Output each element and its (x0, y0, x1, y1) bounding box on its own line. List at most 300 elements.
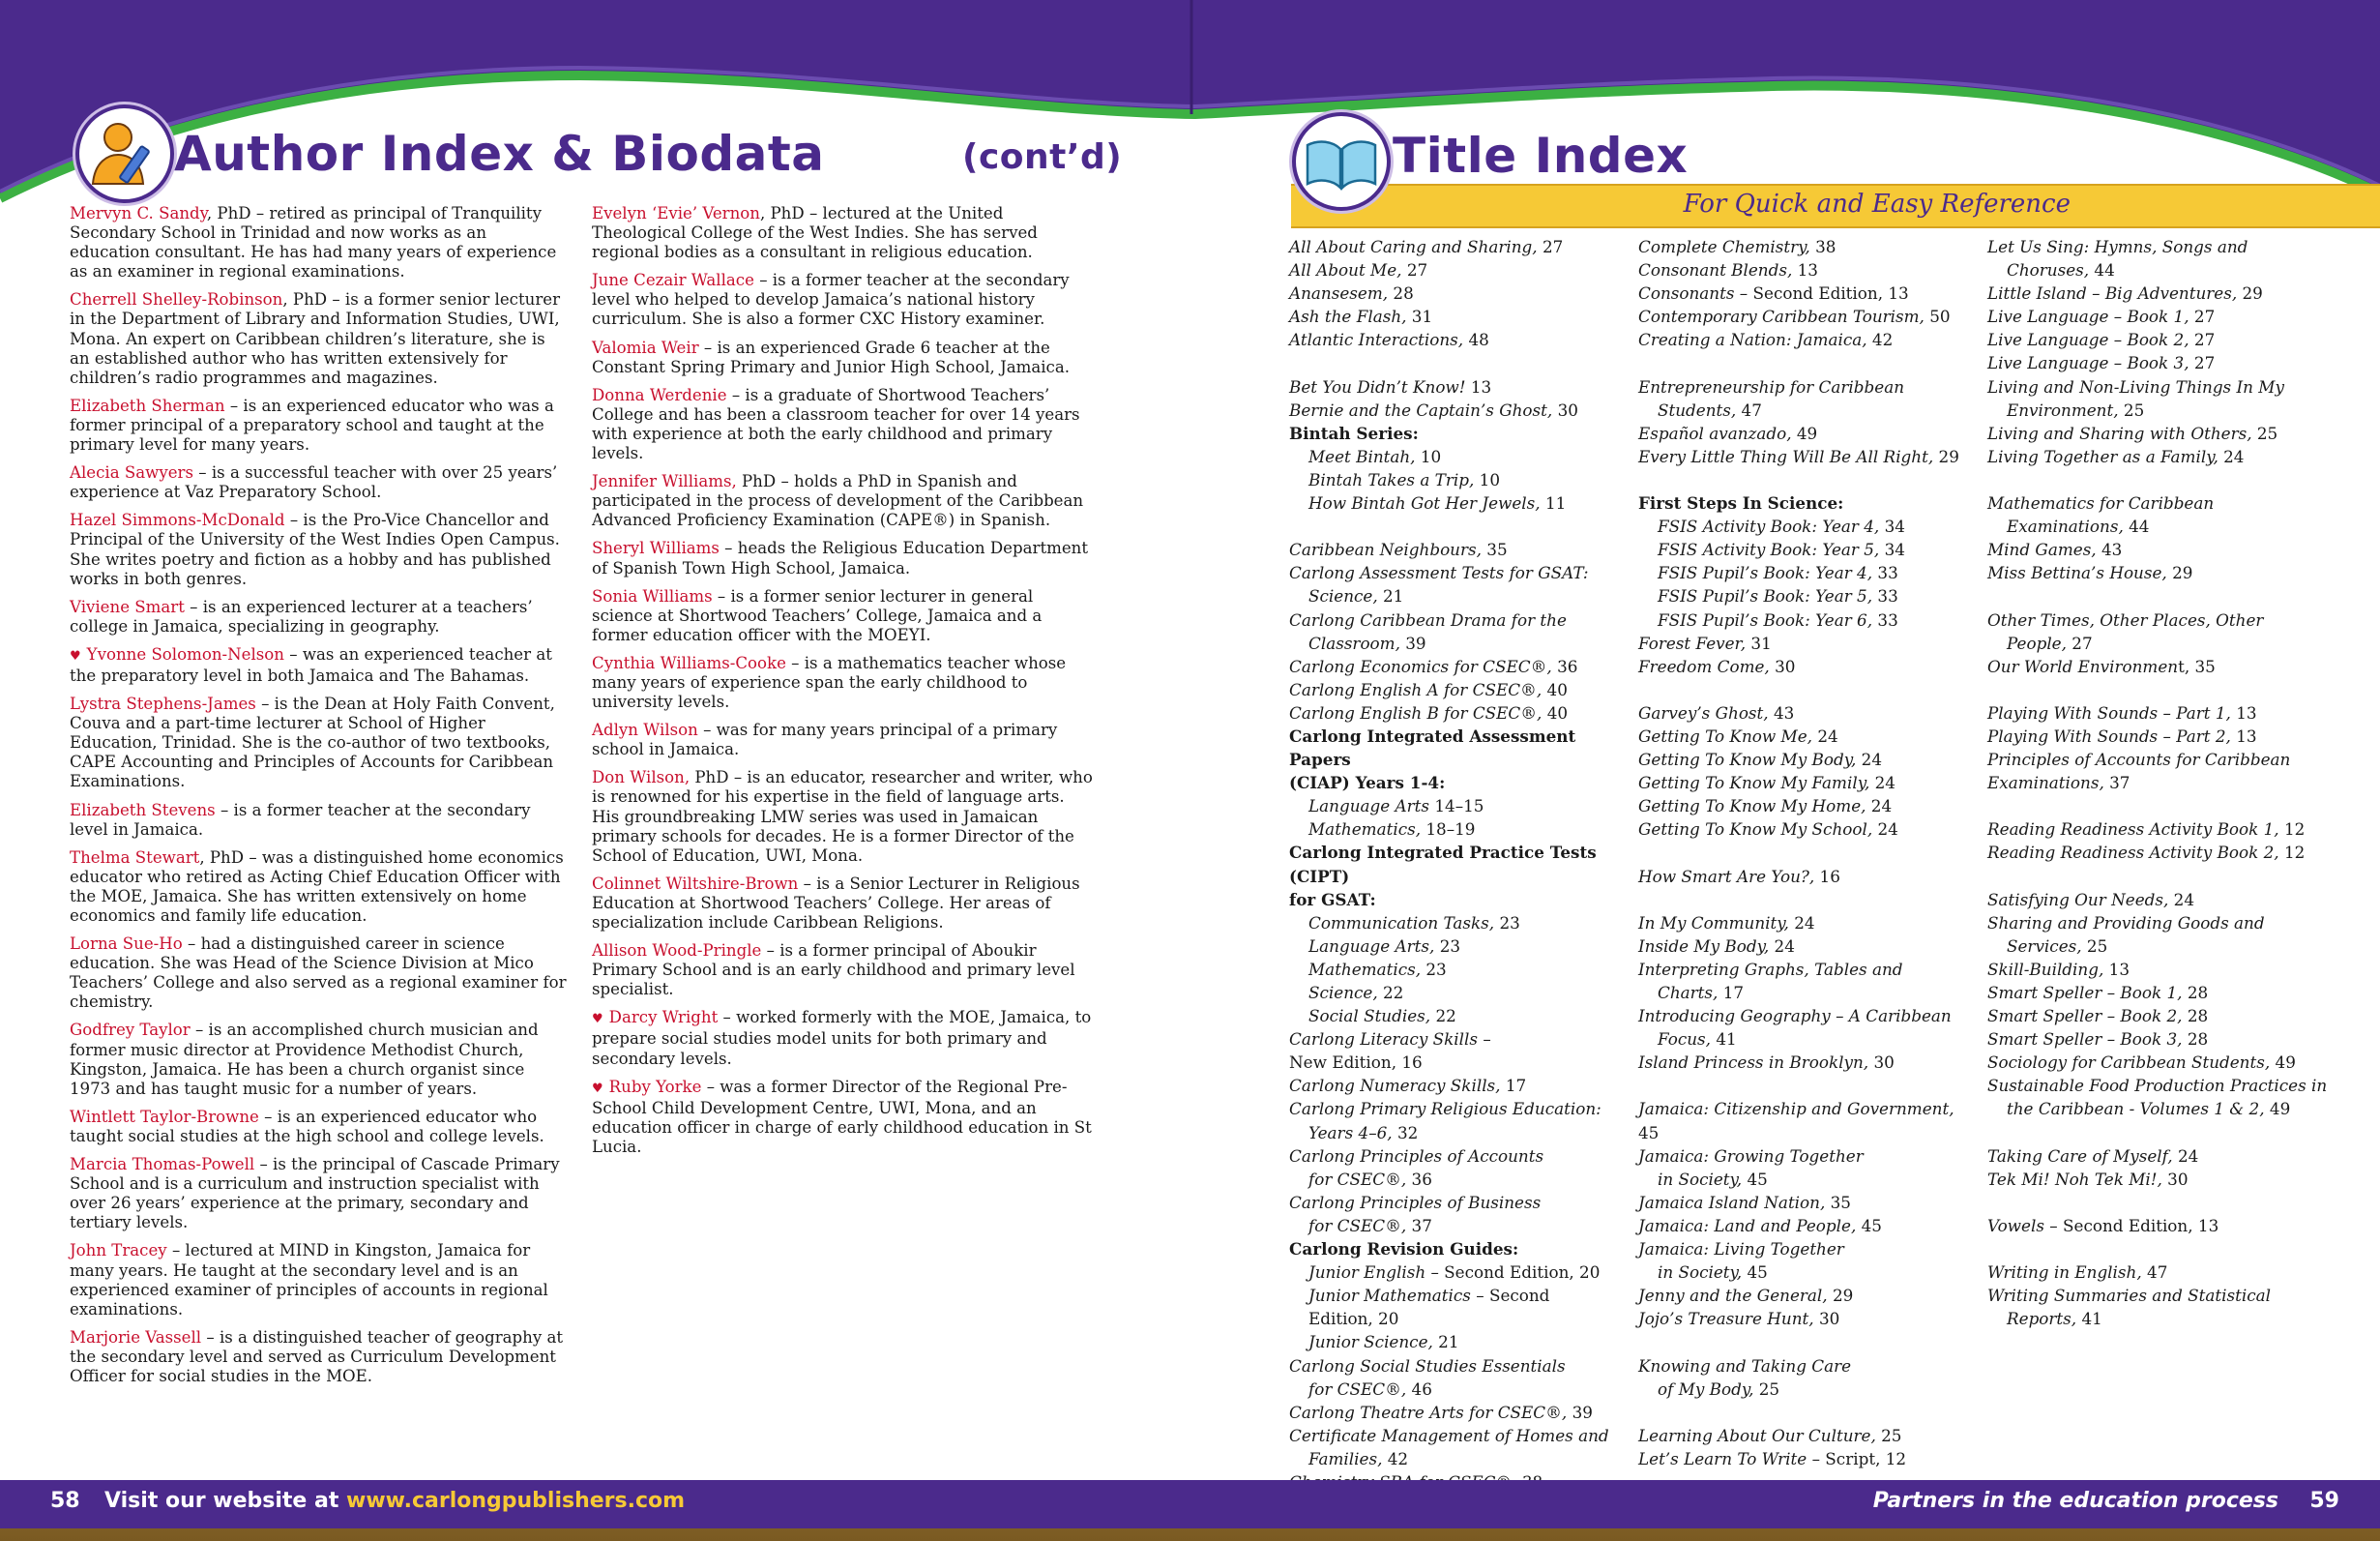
page-reference: 41 (1710, 1029, 1737, 1050)
title-entry (1638, 538, 1979, 561)
book-title: Introducing Geography – A Caribbean (1638, 1006, 1952, 1026)
author-bio-text: – was a former Director of the Regional Pre-School Child Development Centre, UWI, Mona, and an education officer in charge of early childhood education in St Lucia. (592, 1077, 1092, 1156)
author-entry (70, 695, 569, 791)
title-entry (1638, 445, 1979, 468)
title-index-column-1 (1289, 235, 1630, 1494)
title-entry (1289, 235, 1630, 258)
title-entry (1638, 981, 1979, 1004)
book-title: Carlong English B for CSEC®, (1289, 702, 1543, 723)
author-name: John Tracey (70, 1241, 167, 1260)
author-name: Lorna Sue-Ho (70, 934, 183, 954)
book-title: the Caribbean - Volumes 1 & 2, (2007, 1099, 2265, 1119)
page-reference: 43 (1768, 702, 1795, 723)
title-entry (1987, 1284, 2328, 1307)
book-title: FSIS Pupil’s Book: Year 4, (1658, 563, 1873, 583)
title-entry (1987, 561, 2328, 584)
page-reference: 40 (1542, 702, 1569, 723)
author-bio-text: – is a mathematics teacher whose many years of experience span the early childhood to university levels. (592, 653, 1067, 712)
author-bio-text: – is a former teacher at the secondary level who helped to develop Jamaica’s national history curriculum. She is also a former CXC History examiner. (592, 271, 1070, 329)
author-entry (70, 290, 569, 387)
author-name: Allison Wood-Pringle (592, 941, 762, 961)
author-name: Godfrey Taylor (70, 1021, 191, 1040)
book-title: Live Language – Book 2, (1987, 330, 2189, 350)
heart-icon: ♥ (70, 648, 81, 664)
title-entry (1289, 1260, 1630, 1284)
page-reference: 49 (2270, 1052, 2296, 1073)
title-index-column-3 (1987, 235, 2328, 1330)
book-title: Services, (2007, 935, 2082, 956)
author-entry (592, 587, 1095, 645)
author-bio-text: – is the Dean at Holy Faith Convent, Couva and a part-time lecturer at School of Higher Education, Trinidad. She is the co-author of two textbooks, CAPE Accounting and Principles of Accounts for Caribbean Examinations. (70, 695, 555, 791)
title-entry (1289, 258, 1630, 282)
book-title: Anansesem, (1289, 283, 1389, 304)
title-entry (1638, 748, 1979, 771)
title-entry (1289, 655, 1630, 678)
author-name: Cherrell Shelley-Robinson (70, 290, 283, 310)
title-entry (1638, 561, 1979, 584)
title-entry (1289, 817, 1630, 841)
book-title: Junior English (1308, 1262, 1426, 1283)
author-bio-text: , PhD – was a distinguished home economics educator who retired as Acting Chief Education Officer with the MOE, Jamaica. She has written extensively on home economics and family life education. (70, 847, 564, 925)
book-title: Junior Science, (1308, 1332, 1433, 1352)
author-entry (70, 1108, 569, 1146)
book-title: Sharing and Providing Goods and (1987, 912, 2265, 933)
book-title: Examinations, (1987, 773, 2104, 793)
title-entry (1987, 981, 2328, 1004)
title-entry (1289, 468, 1630, 491)
title-entry (1638, 865, 1979, 888)
title-entry (1289, 1330, 1630, 1353)
page-reference: New Edition, 16 (1289, 1052, 1423, 1073)
book-title: Students, (1658, 400, 1737, 420)
book-title: Contemporary Caribbean Tourism, (1638, 307, 1925, 327)
page-reference: 28 (2182, 1029, 2209, 1050)
book-title: Carlong Numeracy Skills, (1289, 1076, 1501, 1096)
book-title: Tek Mi! Noh Tek Mi!, (1987, 1169, 2162, 1189)
author-entry (70, 1155, 569, 1232)
book-title: Sociology for Caribbean Students, (1987, 1052, 2271, 1073)
title-entry (1987, 632, 2328, 655)
title-entry (1289, 981, 1630, 1004)
title-entry (1289, 1307, 1630, 1330)
book-title: Carlong Integrated Practice Tests (CIPT) (1289, 843, 1597, 886)
title-entry (1289, 1168, 1630, 1191)
author-bio-text: PhD – holds a PhD in Spanish and participated in the process of development of the Caribbean Advanced Proficiency Examination (CAPE®) in Spanish. (592, 472, 1084, 530)
book-title: Carlong Social Studies Essentials (1289, 1355, 1566, 1376)
author-bio-text: – was an experienced teacher at the preparatory level in both Jamaica and The Bahamas. (70, 644, 552, 685)
author-bio-text: – is a distinguished teacher of geography at the secondary level and served as Curriculum Development Officer for social studies in the MOE. (70, 1327, 564, 1385)
title-entry (1638, 655, 1979, 678)
book-title: Bintah Takes a Trip, (1308, 469, 1475, 489)
page-reference: 29 (1933, 446, 1959, 466)
book-title: Focus, (1658, 1029, 1711, 1050)
title-entry (1289, 608, 1630, 632)
author-name: June Cezair Wallace (592, 271, 754, 290)
title-entry (1289, 632, 1630, 655)
book-title: Carlong Economics for CSEC®, (1289, 656, 1552, 676)
book-title: Ash the Flash, (1289, 307, 1407, 327)
book-title: FSIS Activity Book: Year 4, (1658, 517, 1880, 537)
title-entry (1289, 1424, 1630, 1447)
book-title: Taking Care of Myself, (1987, 1145, 2173, 1166)
open-book-icon (1292, 112, 1391, 211)
book-title: for CSEC®, (1308, 1215, 1407, 1235)
page-reference: 22 (1430, 1006, 1456, 1026)
page-reference: 31 (1406, 307, 1433, 327)
letter-group-gap (1987, 1237, 2328, 1260)
title-entry (1987, 305, 2328, 328)
page-reference: 41 (2076, 1309, 2102, 1329)
author-name: Donna Werdenie (592, 385, 727, 404)
book-title: Meet Bintah, (1308, 446, 1416, 466)
page-reference: 39 (1399, 633, 1426, 653)
title-entry (1289, 678, 1630, 701)
title-entry (1987, 399, 2328, 422)
page-reference: 12 (2278, 843, 2306, 863)
title-entry (1987, 328, 2328, 351)
title-entry (1638, 1447, 1979, 1470)
book-title: Playing With Sounds – Part 2, (1987, 726, 2231, 746)
page-reference: 45 (1742, 1262, 1768, 1283)
book-title: Families, (1308, 1448, 1383, 1468)
book-title: Communication Tasks, (1308, 912, 1495, 933)
author-entry (592, 386, 1095, 463)
book-title: Science, (1308, 586, 1378, 607)
book-title: Español avanzado, (1638, 423, 1792, 443)
title-entry (1987, 538, 2328, 561)
title-entry (1987, 491, 2328, 515)
page-reference: 50 (1924, 307, 1951, 327)
series-heading (1289, 725, 1630, 771)
author-bio-text: – worked formerly with the MOE, Jamaica, to prepare social studies model units for both primary and secondary levels. (592, 1008, 1092, 1068)
book-title: Other Times, Other Places, Other (1987, 609, 2264, 630)
book-title: Mathematics, (1308, 819, 1422, 840)
author-bio-text: , PhD – lectured at the United Theological College of the West Indies. She has served regional bodies as a consultant in religious education. (592, 204, 1038, 262)
title-entry (1987, 515, 2328, 538)
title-entry (1638, 817, 1979, 841)
letter-group-gap (1987, 794, 2328, 817)
author-name: Sheryl Williams (592, 539, 720, 558)
title-entry (1289, 1401, 1630, 1424)
title-entry (1987, 655, 2328, 678)
page-reference: 25 (1875, 1425, 1902, 1445)
author-bio-text: – is an accomplished church musician and former music director at Providence Methodist Church, Kingston, Jamaica. He has been a church organist since 1973 and has taught music for a number of years. (70, 1021, 539, 1098)
author-pencil-icon (75, 104, 174, 203)
page-reference: 24 (2172, 1145, 2199, 1166)
series-heading (1289, 841, 1630, 887)
author-bio-text: PhD – is an educator, researcher and writer, who is renowned for his expertise in the field of language arts. His groundbreaking LMW series was used in Jamaican primary schools for decades. He is a former Director of the School of Education, UWI, Mona. (592, 768, 1093, 865)
title-entry (1638, 1354, 1979, 1378)
title-entry (1987, 841, 2328, 864)
page-reference: 30 (1868, 1052, 1895, 1073)
page-reference: 31 (1746, 633, 1772, 653)
title-entry (1638, 1191, 1979, 1214)
book-title: Carlong Assessment Tests for GSAT: (1289, 563, 1589, 583)
book-title: Living and Sharing with Others, (1987, 423, 2252, 443)
page-reference: 13 (2230, 702, 2257, 723)
book-title: Carlong English A for CSEC®, (1289, 679, 1543, 699)
letter-group-gap (1987, 468, 2328, 491)
page-number-left: 58 (50, 1489, 80, 1513)
title-entry (1638, 584, 1979, 608)
book-title: Carlong Literacy Skills (1289, 1029, 1479, 1050)
title-entry (1987, 351, 2328, 374)
book-title: Carlong Theatre Arts for CSEC®, (1289, 1402, 1568, 1422)
book-title: Atlantic Interactions, (1289, 330, 1464, 350)
author-entry (592, 1008, 1095, 1068)
author-entry (70, 801, 569, 840)
book-title: Language Arts (1308, 796, 1430, 816)
title-entry (1289, 561, 1630, 584)
book-title: Certificate Management of Homes and (1289, 1425, 1609, 1445)
page-reference: 23 (1434, 935, 1461, 956)
book-title: All About Me, (1289, 260, 1402, 281)
book-title: Social Studies, (1308, 1006, 1431, 1026)
author-entry (70, 397, 569, 455)
title-entry (1987, 375, 2328, 399)
book-title: Carlong Principles of Business (1289, 1192, 1542, 1212)
title-entry (1987, 1144, 2328, 1168)
book-title: Skill-Building, (1987, 959, 2104, 979)
letter-group-gap (1638, 888, 1979, 911)
page-reference: 27 (2189, 307, 2216, 327)
title-entry (1638, 771, 1979, 794)
page-reference: 27 (1537, 237, 1564, 256)
author-column-1 (70, 204, 569, 1395)
page-reference: 45 (1742, 1169, 1768, 1189)
title-entry (1987, 445, 2328, 468)
letter-group-gap (1638, 1074, 1979, 1097)
title-entry (1289, 375, 1630, 399)
book-title: Carlong Principles of Accounts (1289, 1145, 1544, 1166)
author-entry (592, 472, 1095, 530)
page-reference: 34 (1879, 517, 1905, 537)
title-index-column-2 (1638, 235, 1979, 1470)
title-entry (1987, 1074, 2328, 1097)
author-entry (70, 645, 569, 686)
book-title: Carlong Integrated Assessment Papers (1289, 726, 1576, 770)
title-entry (1289, 958, 1630, 981)
page-reference: 33 (1872, 563, 1898, 583)
page-reference: 49 (2264, 1099, 2291, 1119)
title-entry (1987, 608, 2328, 632)
author-name: Valomia Weir (592, 338, 699, 357)
page-reference: 36 (1406, 1169, 1432, 1189)
page-reference: 27 (2189, 330, 2216, 350)
author-bio-text: – had a distinguished career in science education. She was Head of the Science Division at Mico Teachers’ College and also served as a regional examiner for chemistry. (70, 934, 567, 1012)
title-entry (1289, 934, 1630, 958)
page-reference: 24 (1872, 819, 1898, 840)
page-reference: 29 (2237, 283, 2263, 304)
book-title: Science, (1308, 983, 1378, 1002)
book-title: Reading Readiness Activity Book 2, (1987, 843, 2279, 863)
title-entry (1638, 1284, 1979, 1307)
author-entry (592, 768, 1095, 865)
book-title: Jamaica: Living Together (1638, 1239, 1844, 1259)
title-entry (1638, 282, 1979, 305)
website-link[interactable]: www.carlongpublishers.com (346, 1489, 686, 1513)
author-name: Don Wilson, (592, 768, 690, 787)
heart-icon: ♥ (592, 1012, 603, 1027)
page-reference: 42 (1866, 330, 1894, 350)
tagline: For Quick and Easy Reference (1683, 190, 2071, 219)
page-reference: 33 (1872, 609, 1898, 630)
book-title: Playing With Sounds – Part 1, (1987, 702, 2231, 723)
letter-group-gap (1638, 1330, 1979, 1353)
book-title: Classroom, (1308, 633, 1400, 653)
page-reference: Edition, 20 (1308, 1309, 1399, 1329)
page-reference: 17 (1500, 1076, 1527, 1096)
page-number-right: 59 (2309, 1489, 2339, 1513)
author-bio-text: – is an experienced lecturer at a teachers’ college in Jamaica, specializing in geography. (70, 597, 533, 636)
book-title: Jamaica Island Nation, (1638, 1192, 1826, 1212)
title-entry (1987, 934, 2328, 958)
book-title: Bintah Series: (1289, 423, 1419, 443)
book-title: for CSEC®, (1308, 1169, 1407, 1189)
author-entry (70, 463, 569, 502)
author-bio-text: – is a former senior lecturer in general science at Shortwood Teachers’ College, Jamaica and a former education officer with the MOEYI. (592, 586, 1043, 644)
book-title: Writing in English, (1987, 1262, 2142, 1283)
title-entry (1638, 1004, 1979, 1027)
page-reference: 22 (1377, 983, 1404, 1002)
author-name: Elizabeth Stevens (70, 800, 216, 819)
author-name: Yvonne Solomon-Nelson (86, 644, 284, 664)
series-heading (1638, 491, 1979, 515)
footer-band (0, 1480, 2380, 1528)
title-index-heading: Title Index (1393, 128, 1689, 184)
title-entry (1289, 1354, 1630, 1378)
page-reference: 47 (2141, 1262, 2168, 1283)
author-bio-text: – was for many years principal of a primary school in Jamaica. (592, 721, 1058, 759)
page-reference: 11 (1540, 493, 1567, 514)
author-entry (70, 848, 569, 926)
book-title: Living Together as a Family, (1987, 446, 2218, 466)
page-reference: 10 (1415, 446, 1442, 466)
book-title: Miss Bettina’s House, (1987, 563, 2167, 583)
book-title: How Smart Are You?, (1638, 866, 1815, 886)
page-reference: 43 (2096, 540, 2123, 560)
author-name: Colinnet Wiltshire-Brown (592, 874, 799, 893)
title-entry (1289, 305, 1630, 328)
page-reference: 36 (1551, 656, 1578, 676)
author-bio-text: – is the principal of Cascade Primary School and is a curriculum and instruction specialist with over 26 years’ experience at the primary, secondary and tertiary levels. (70, 1155, 560, 1232)
title-entry (1638, 1307, 1979, 1330)
page-reference: 45 (1638, 1122, 1660, 1142)
page-reference: 34 (1879, 540, 1905, 560)
page-reference: 39 (1567, 1402, 1593, 1422)
title-entry (1638, 1214, 1979, 1237)
page-reference: 46 (1406, 1378, 1432, 1399)
title-entry (1289, 445, 1630, 468)
letter-group-gap (1987, 1191, 2328, 1214)
series-heading (1289, 771, 1630, 794)
book-title: Jamaica: Citizenship and Government, (1638, 1099, 1954, 1119)
title-entry (1289, 1214, 1630, 1237)
author-entry (592, 654, 1095, 712)
book-title: Getting To Know My Family, (1638, 773, 1870, 793)
author-entry (592, 271, 1095, 329)
title-entry (1289, 491, 1630, 515)
page-reference: 23 (1421, 959, 1447, 979)
title-entry (1987, 748, 2328, 771)
author-entry (592, 1078, 1095, 1157)
title-entry (1289, 1051, 1630, 1074)
book-title: All About Caring and Sharing, (1289, 237, 1538, 256)
page-reference: 24 (1866, 796, 1893, 816)
title-entry (1638, 608, 1979, 632)
book-title: FSIS Activity Book: Year 5, (1658, 540, 1880, 560)
page-reference: 25 (1753, 1378, 1780, 1399)
book-title: Principles of Accounts for Caribbean (1987, 750, 2291, 770)
book-title: Entrepreneurship for Caribbean (1638, 376, 1905, 397)
title-entry (1638, 258, 1979, 282)
letter-group-gap (1987, 865, 2328, 888)
author-bio-text: – is an experienced educator who was a former principal of a preparatory school and taught at the primary level for many years. (70, 396, 554, 455)
title-entry (1638, 1378, 1979, 1401)
author-name: Ruby Yorke (608, 1077, 702, 1096)
book-title: Carlong Primary Religious Education: (1289, 1099, 1601, 1119)
title-entry (1289, 911, 1630, 934)
book-title: for GSAT: (1289, 889, 1376, 909)
letter-group-gap (1987, 1121, 2328, 1144)
author-entry (592, 539, 1095, 578)
book-title: Language Arts, (1308, 935, 1435, 956)
book-title: Garvey’s Ghost, (1638, 702, 1769, 723)
page-reference: 28 (2182, 983, 2209, 1002)
book-title: Freedom Come, (1638, 656, 1770, 676)
title-entry (1289, 1074, 1630, 1097)
page-reference: 10 (1474, 469, 1501, 489)
letter-group-gap (1987, 584, 2328, 608)
author-name: Thelma Stewart (70, 847, 200, 867)
author-entry (70, 204, 569, 282)
title-entry (1638, 1424, 1979, 1447)
title-entry (1987, 958, 2328, 981)
book-title: Caribbean Neighbours, (1289, 540, 1482, 560)
book-title: Jojo’s Treasure Hunt, (1638, 1309, 1814, 1329)
book-title: Consonants (1638, 283, 1735, 304)
author-name: Darcy Wright (608, 1008, 719, 1027)
title-entry (1638, 1260, 1979, 1284)
author-name: Marcia Thomas-Powell (70, 1155, 255, 1174)
title-entry (1987, 1307, 2328, 1330)
book-title: Reports, (2007, 1309, 2077, 1329)
book-title: for CSEC®, (1308, 1378, 1407, 1399)
page-reference: 23 (1494, 912, 1520, 933)
author-name: Jennifer Williams, (592, 472, 737, 491)
page-reference: 29 (2166, 563, 2193, 583)
book-title: Living and Non-Living Things In My (1987, 376, 2284, 397)
author-name: Viviene Smart (70, 597, 185, 616)
page-reference: 45 (1856, 1215, 1882, 1235)
page-reference: 48 (1463, 330, 1489, 350)
page-reference: 30 (1552, 400, 1578, 420)
page-reference: – Script, 12 (1807, 1448, 1907, 1468)
title-entry (1987, 1260, 2328, 1284)
book-title: Choruses, (2007, 260, 2090, 281)
book-title: Bernie and the Captain’s Ghost, (1289, 400, 1553, 420)
page-reference: 25 (2081, 935, 2108, 956)
book-title: Jenny and the General, (1638, 1286, 1828, 1306)
book-title: Jamaica: Growing Together (1638, 1145, 1864, 1166)
book-title: of My Body, (1658, 1378, 1754, 1399)
book-title: Smart Speller – Book 3, (1987, 1029, 2183, 1050)
page-reference: 49 (1791, 423, 1818, 443)
book-title: Jamaica: Land and People, (1638, 1215, 1857, 1235)
author-bio-text: – heads the Religious Education Department of Spanish Town High School, Jamaica. (592, 539, 1089, 578)
book-title: Inside My Body, (1638, 935, 1770, 956)
series-heading (1289, 888, 1630, 911)
